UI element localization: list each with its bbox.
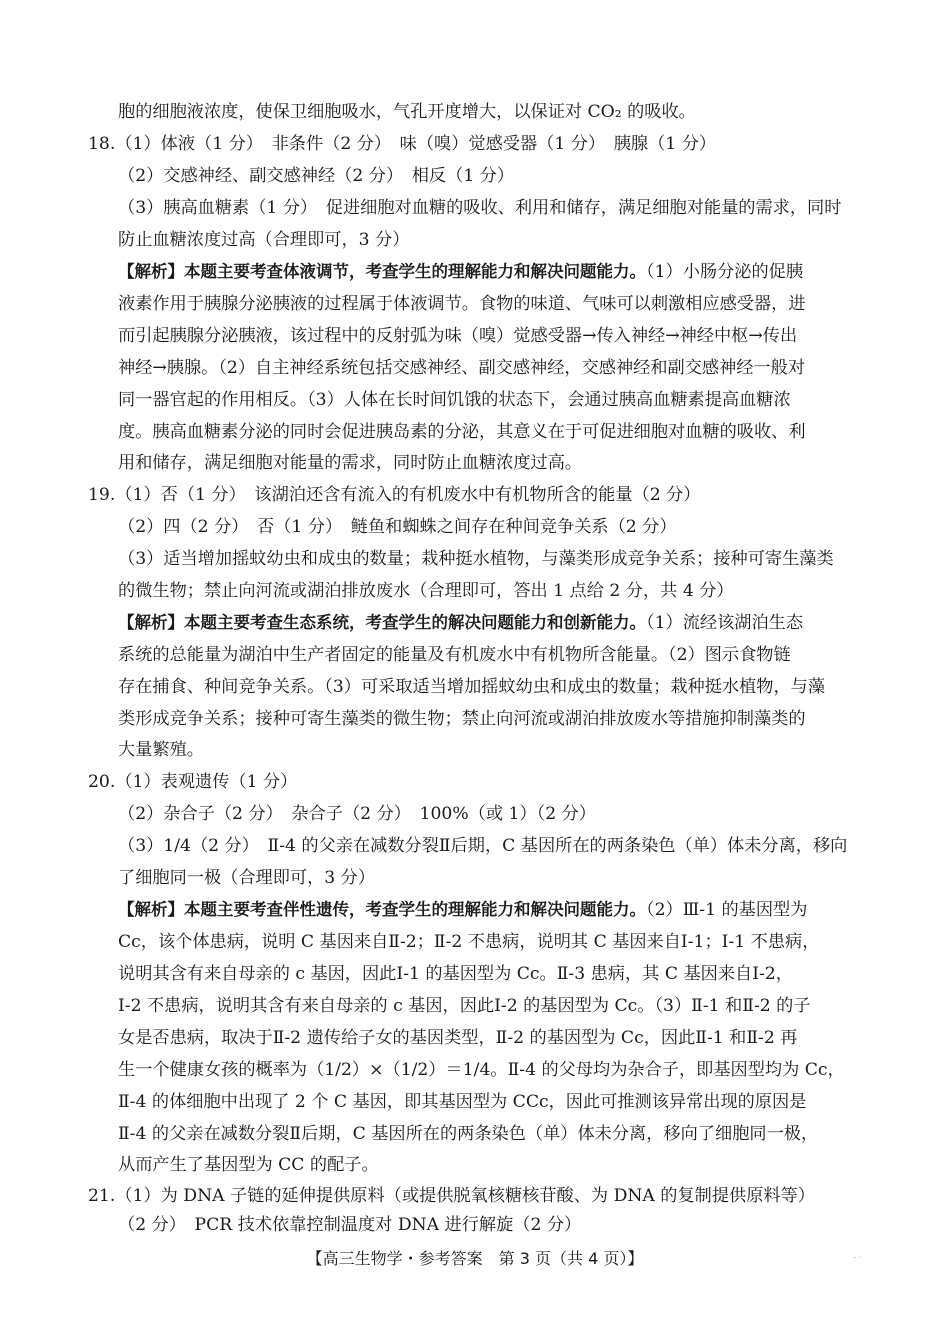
- q18-analysis-line: 用和储存，满足细胞对能量的需求，同时防止血糖浓度过高。: [118, 453, 583, 473]
- q20-analysis-line: 生一个健康女孩的概率为（1/2）×（1/2）＝1/4。Ⅱ-4 的父母均为杂合子，即基因型均为 Cc，: [118, 1060, 845, 1080]
- q21-line-2: （2 分） PCR 技术依靠控制温度对 DNA 进行解旋（2 分）: [118, 1215, 582, 1235]
- analysis-title: 【解析】本题主要考查生态系统，考查学生的解决问题能力和创新能力。: [118, 613, 646, 632]
- q19-line-3: （3）适当增加摇蚊幼虫和成虫的数量；栽种挺水植物，与藻类形成竞争关系；接种可寄生藻类: [118, 549, 834, 569]
- q20-analysis-line: 从而产生了基因型为 CC 的配子。: [118, 1155, 379, 1175]
- q19-analysis-line: 存在捕食、种间竞争关系。（3）可采取适当增加摇蚊幼虫和成虫的数量；栽种挺水植物，与藻: [118, 677, 826, 697]
- q21-line-1: 21.（1）为 DNA 子链的延伸提供原料（或提供脱氧核糖核苷酸、为 DNA 的复制提供原料等）: [88, 1186, 815, 1206]
- q18-line-2: （2）交感神经、副交感神经（2 分） 相反（1 分）: [118, 166, 515, 186]
- page-footer: 【高三生物学・参考答案 第 3 页（共 4 页）】: [306, 1249, 644, 1268]
- q20-line-3: （3）1/4（2 分） Ⅱ-4 的父亲在减数分裂Ⅱ后期，C 基因所在的两条染色（单）体未分离，移向: [118, 836, 848, 856]
- q18-analysis-line: 而引起胰腺分泌胰液，该过程中的反射弧为味（嗅）觉感受器→传入神经→神经中枢→传出: [118, 326, 798, 346]
- q18-analysis-line: 液素作用于胰腺分泌胰液的过程属于体液调节。食物的味道、气味可以刺激相应感受器，进: [118, 294, 806, 314]
- q20-analysis-line: Cc，该个体患病，说明 C 基因来自Ⅱ-2；Ⅱ-2 不患病，说明其 C 基因来自Ⅰ-1；Ⅰ-1 不患病，: [118, 932, 820, 952]
- q18-line-3: （3）胰高血糖素（1 分） 促进细胞对血糖的吸收、利用和储存，满足细胞对能量的需求，同时: [118, 198, 842, 218]
- corner-mark: - -: [853, 1253, 862, 1263]
- q20-line-4: 了细胞同一极（合理即可，3 分）: [118, 868, 376, 888]
- q18-analysis-line: 同一器官起的作用相反。（3）人体在长时间饥饿的状态下，会通过胰高血糖素提高血糖浓: [118, 390, 791, 410]
- q20-analysis-heading: [118, 899, 807, 921]
- text-line: 胞的细胞液浓度，使保卫细胞吸水，气孔开度增大，以保证对 CO₂ 的吸收。: [118, 102, 696, 122]
- analysis-title: 【解析】本题主要考查伴性遗传，考查学生的理解能力和解决问题能力。: [118, 900, 646, 919]
- q20-line-1: 20.（1）表观遗传（1 分）: [88, 772, 298, 792]
- q20-analysis-line: 说明其含有来自母亲的 c 基因，因此Ⅰ-1 的基因型为 Cc。Ⅱ-3 患病，其 C 基因来自Ⅰ-2，: [118, 964, 793, 984]
- q18-analysis-line: 度。胰高血糖素分泌的同时会促进胰岛素的分泌，其意义在于可促进细胞对血糖的吸收、利: [118, 422, 806, 442]
- q19-line-2: （2）四（2 分） 否（1 分） 鲢鱼和蜘蛛之间存在种间竞争关系（2 分）: [118, 517, 677, 537]
- q20-analysis-line: Ⅰ-2 不患病，说明其含有来自母亲的 c 基因，因此Ⅰ-2 的基因型为 Cc。（3）Ⅱ-1 和Ⅱ-2 的子: [118, 996, 811, 1016]
- analysis-text: （1）流经该湖泊生态: [646, 613, 804, 633]
- q19-analysis-heading: [118, 612, 803, 634]
- analysis-title: 【解析】本题主要考查体液调节，考查学生的理解能力和解决问题能力。: [118, 262, 646, 281]
- q18-analysis-line: 神经→胰腺。（2）自主神经系统包括交感神经、副交感神经，交感神经和副交感神经一般对: [118, 358, 806, 378]
- q19-line-4: 的微生物；禁止向河流或湖泊排放废水（合理即可，答出 1 点给 2 分，共 4 分）: [118, 581, 734, 601]
- analysis-text: （1）小肠分泌的促胰: [646, 262, 804, 282]
- q18-line-1: 18.（1）体液（1 分） 非条件（2 分） 味（嗅）觉感受器（1 分） 胰腺（1 分）: [88, 134, 717, 154]
- q20-line-2: （2）杂合子（2 分） 杂合子（2 分） 100%（或 1）（2 分）: [118, 804, 596, 824]
- q20-analysis-line: Ⅱ-4 的体细胞中出现了 2 个 C 基因，即其基因型为 CCc，因此可推测该异常出现的原因是: [118, 1092, 807, 1112]
- q19-analysis-line: 系统的总能量为湖泊中生产者固定的能量及有机废水中有机物所含能量。（2）图示食物链: [118, 645, 791, 665]
- q20-analysis-line: 女是否患病，取决于Ⅱ-2 遗传给子女的基因类型，Ⅱ-2 的基因型为 Cc，因此Ⅱ-1 和Ⅱ-2 再: [118, 1028, 798, 1048]
- q19-analysis-line: 类形成竞争关系；接种可寄生藻类的微生物；禁止向河流或湖泊排放废水等措施抑制藻类的: [118, 709, 806, 729]
- q20-analysis-line: Ⅱ-4 的父亲在减数分裂Ⅱ后期，C 基因所在的两条染色（单）体未分离，移向了细胞同一极，: [118, 1124, 819, 1144]
- q18-analysis-heading: [118, 261, 803, 283]
- analysis-text: （2）Ⅲ-1 的基因型为: [646, 900, 808, 920]
- q19-analysis-line: 大量繁殖。: [118, 740, 204, 760]
- q19-line-1: 19.（1）否（1 分） 该湖泊还含有流入的有机废水中有机物所含的能量（2 分）: [88, 485, 701, 505]
- q18-line-4: 防止血糖浓度过高（合理即可，3 分）: [118, 230, 410, 250]
